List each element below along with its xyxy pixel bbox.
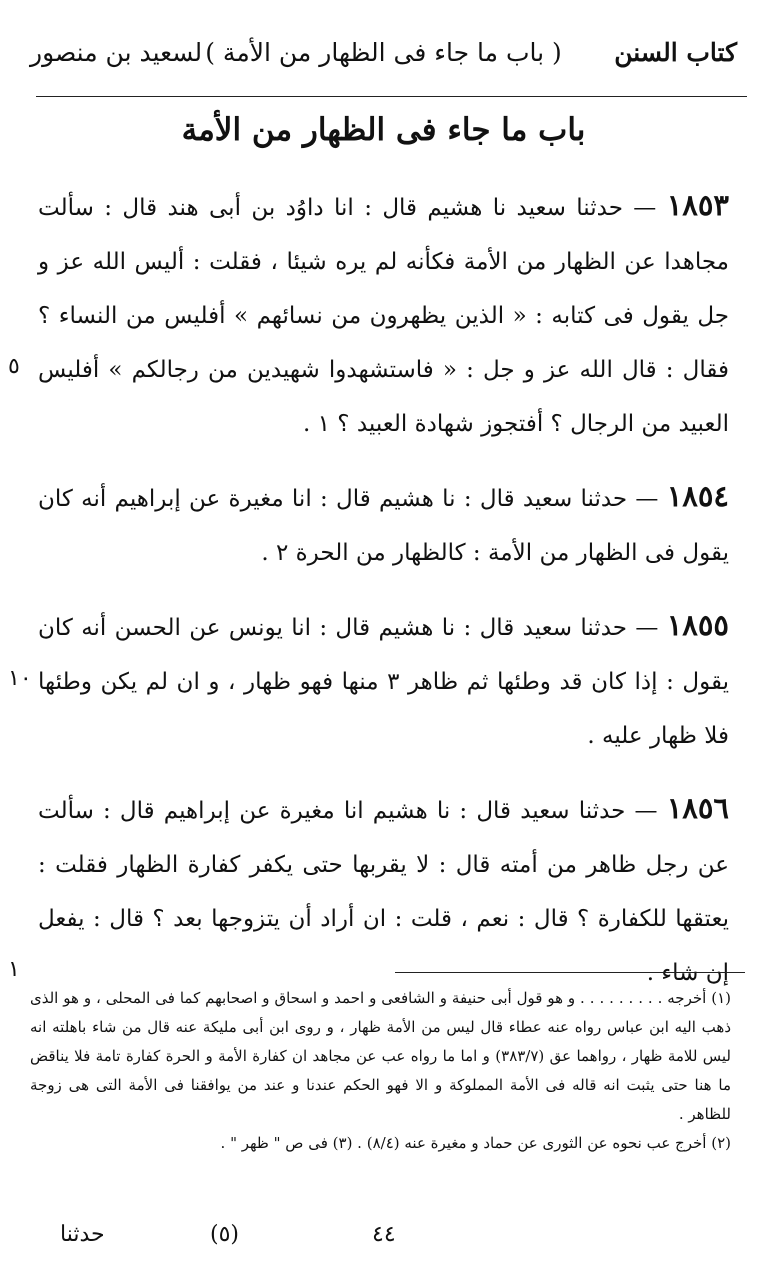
footnotes xyxy=(30,984,731,1158)
hadith-text: — حدثنا سعيد قال : نا هشيم قال : انا مغيرة عن إبراهيم أنه كان يقول فى الظهار من الأمة : كالظهار من الحرة ٢ . xyxy=(38,486,729,566)
line-marker: ١٠ xyxy=(8,666,32,691)
hadith-1856 xyxy=(8,781,729,1000)
hadith-1854 xyxy=(38,469,729,580)
hadith-number: ١٨٥٣ xyxy=(666,188,729,222)
hadith-text: — حدثنا سعيد قال : نا هشيم قال : انا يونس عن الحسن أنه كان يقول : إذا كان قد وطئها ثم ظاهر ٣ منها فهو ظهار ، و ان لم يكن وطئها فلا ظهار عليه . xyxy=(38,615,730,749)
footnote-2-3: (٢) أخرج عب نحوه عن الثورى عن حماد و مغيرة عنه (٨/٤) . (٣) فى ص " ظهر " . xyxy=(220,1134,731,1152)
page-footer xyxy=(60,1222,707,1262)
footnote-1: (١) أخرجه . . . . . . . . . و هو قول أبى حنيفة و الشافعى و احمد و اسحاق و اصحابهم كما فى المحلى ، و هو الذى ذهب اليه ابن عباس رواه عنه عطاء قال ليس من الأمة ظهار ، و روى ابن أبى مليكة عنه قال من شاء باهلته انه ليس للامة ظهار ، رواهما عق (٣٨٣/٧) و اما ما رواه عب عن مجاهد ان كفارة الأمة و الحرة كفارة تامة فلا يناقض ما هنا حتى يثبت انه قاله فى الأمة المملوكة و الا فهو الحكم عندنا و عند من يوافقنا فى الأمة التى هى زوجة للظاهر . xyxy=(30,989,731,1123)
header-rule xyxy=(36,96,747,97)
running-header xyxy=(30,38,737,88)
chapter-title: باب ما جاء فى الظهار من الأمة xyxy=(181,112,586,148)
book-title: كتاب السنن xyxy=(614,38,737,67)
chapter-running-title: ( باب ما جاء فى الظهار من الأمة ) xyxy=(205,38,562,67)
hadith-number: ١٨٥٤ xyxy=(666,479,730,513)
signature-mark: (٥) xyxy=(210,1222,240,1247)
author-name: لسعيد بن منصور xyxy=(30,38,203,67)
footnote-rule xyxy=(395,972,745,973)
hadith-text: — حدثنا سعيد نا هشيم قال : انا داوُد بن أبى هند قال : سألت مجاهدا عن الظهار من الأمة فكأنه لم يره شيئا ، فقلت : أليس الله عز و جل يقول فى كتابه : « الذين يظهرون من نسائهم » أفليس من النساء ؟ فقال : قال الله عز و جل : « فاستشهدوا شهيدين من رجالكم » أفليس العبيد من الرجال ؟ أفتجوز شهادة العبيد ؟ ١ . xyxy=(38,195,729,437)
hadith-number: ١٨٥٦ xyxy=(666,791,729,825)
hadith-1853 xyxy=(8,178,729,451)
hadith-text: — حدثنا سعيد قال : نا هشيم انا مغيرة عن إبراهيم قال : سألت عن رجل ظاهر من أمته قال : لا يقربها حتى يكفر كفارة الظهار فقلت : يعتقها للكفارة ؟ قال : نعم ، قلت : ان أراد أن يتزوجها بعد ؟ قال : يفعل إن شاء . xyxy=(38,798,729,986)
main-text xyxy=(8,178,730,1018)
catchword: حدثنا xyxy=(60,1222,105,1247)
hadith-number: ١٨٥٥ xyxy=(666,608,729,642)
line-marker: ١ xyxy=(8,957,20,982)
page-number: ٤٤ xyxy=(372,1222,396,1247)
line-marker: ٥ xyxy=(8,354,20,379)
hadith-1855 xyxy=(8,598,730,763)
